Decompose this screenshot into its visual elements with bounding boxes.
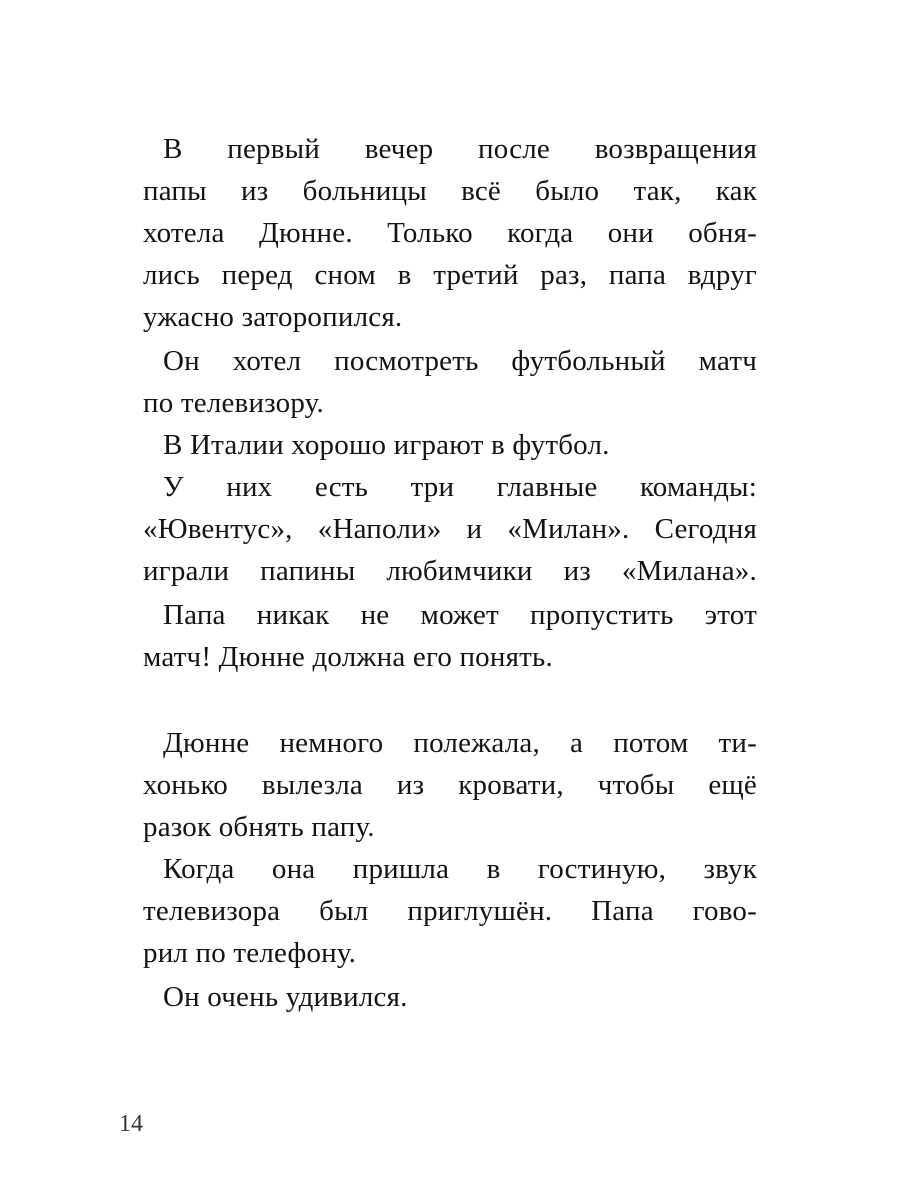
text-line: играли папины любимчики из «Милана». <box>143 555 757 587</box>
text-line: разок обнять папу. <box>143 811 375 843</box>
text-line: хотела Дюнне. Только когда они обня- <box>143 217 757 249</box>
text-line: хонько вылезла из кровати, чтобы ещё <box>143 769 757 801</box>
text-line: лись перед сном в третий раз, папа вдруг <box>143 259 757 291</box>
page-number: 14 <box>119 1111 143 1137</box>
text-line: Когда она пришла в гостиную, звук <box>163 853 757 885</box>
text-line: Он очень удивился. <box>163 981 408 1013</box>
text-line: по телевизору. <box>143 387 324 419</box>
text-line: Дюнне немного полежала, а потом ти- <box>163 727 757 759</box>
text-line: В первый вечер после возвращения <box>163 133 757 165</box>
text-line: телевизора был приглушён. Папа гово- <box>143 895 757 927</box>
text-line: В Италии хорошо играют в футбол. <box>163 429 610 461</box>
text-line: рил по телефону. <box>143 937 357 969</box>
text-line: Папа никак не может пропустить этот <box>163 599 757 631</box>
text-line: матч! Дюнне должна его понять. <box>143 641 553 673</box>
text-line: ужасно заторопился. <box>143 301 403 333</box>
text-line: «Ювентус», «Наполи» и «Милан». Сегодня <box>143 513 757 545</box>
text-line: У них есть три главные команды: <box>163 471 757 503</box>
text-line: папы из больницы всё было так, как <box>143 175 757 207</box>
text-line: Он хотел посмотреть футбольный матч <box>163 345 757 377</box>
